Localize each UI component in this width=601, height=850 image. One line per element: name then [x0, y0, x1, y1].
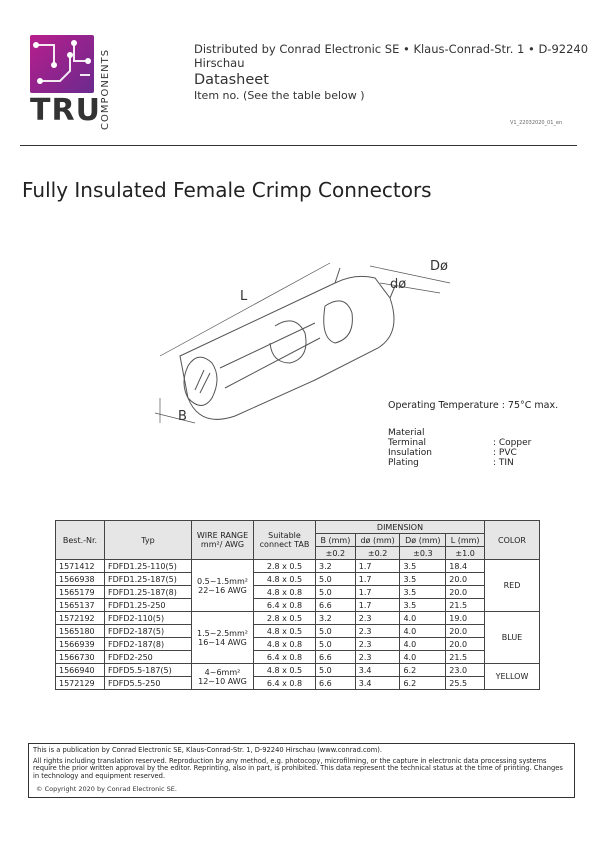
spec-table — [55, 520, 540, 690]
logo-text: TRU — [30, 93, 101, 128]
wire-range: 4~6mm² 12~10 AWG — [192, 664, 254, 690]
tru-components-logo — [30, 35, 112, 130]
table-row: 1572192 FDFD2-110(5) 1.5~2.5mm² 16~14 AWG 2.8 x 0.5 3.2 2.3 4.0 19.0 BLUE — [56, 612, 540, 625]
col-typ: Typ — [105, 521, 192, 560]
table-row: 1566939 FDFD2-187(8) 4.8 x 0.8 5.0 2.3 4.0 20.0 — [56, 638, 540, 651]
operating-temperature: Operating Temperature : 75°C max. — [388, 400, 559, 411]
footer-publisher: This is a publication by Conrad Electronic SE, Klaus-Conrad-Str. 1, D-92240 Hirschau (www.conrad.com). — [33, 746, 382, 754]
material-row: Insulation : PVC — [388, 448, 517, 458]
copyright: © Copyright 2020 by Conrad Electronic SE. — [36, 785, 177, 793]
col-best-nr: Best.-Nr. — [56, 521, 105, 560]
color-cell: RED — [485, 560, 540, 612]
table-row: 1566730 FDFD2-250 6.4 x 0.8 6.6 2.3 4.0 21.5 — [56, 651, 540, 664]
table-row: 1566938 FDFD1.25-187(5) 4.8 x 0.5 5.0 1.7 3.5 20.0 — [56, 573, 540, 586]
label-d: dø — [390, 277, 407, 292]
table-row: 1571412 FDFD1.25-110(5) 0.5~1.5mm² 22~16 AWG 2.8 x 0.5 3.2 1.7 3.5 18.4 RED — [56, 560, 540, 573]
table-row: 1565179 FDFD1.25-187(8) 4.8 x 0.8 5.0 1.7 3.5 20.0 — [56, 586, 540, 599]
table-row: 1572129 FDFD5.5-250 6.4 x 0.8 6.6 3.4 6.2 25.5 — [56, 677, 540, 690]
col-wire-range: WIRE RANGE mm²/ AWG — [192, 521, 254, 560]
material-row: Terminal : Copper — [388, 438, 532, 448]
doc-type: Datasheet — [194, 72, 269, 88]
color-cell: YELLOW — [485, 664, 540, 690]
table-tolerance-row: ±0.2 ±0.2 ±0.3 ±1.0 — [56, 547, 540, 560]
material-spec — [388, 428, 531, 468]
table-row: 1566940 FDFD5.5-187(5) 4~6mm² 12~10 AWG 4.8 x 0.5 5.0 3.4 6.2 23.0 YELLOW — [56, 664, 540, 677]
material-heading: Material — [388, 428, 425, 438]
wire-range: 0.5~1.5mm² 22~16 AWG — [192, 560, 254, 612]
distributor-line: Distributed by Conrad Electronic SE • Klaus-Conrad-Str. 1 • D-92240 Hirschau — [194, 42, 589, 70]
table-header-row — [56, 521, 540, 534]
version-code: V1_22032020_01_en — [510, 120, 563, 126]
col-dimension: DIMENSION — [316, 521, 485, 534]
item-number: Item no. (See the table below ) — [194, 89, 365, 102]
material-row: Plating : TIN — [388, 458, 514, 468]
col-tab: Suitable connect TAB — [254, 521, 316, 560]
table-subheader-row: B (mm) dø (mm) Dø (mm) L (mm) — [56, 534, 540, 547]
label-D: Dø — [430, 259, 448, 274]
color-cell: BLUE — [485, 612, 540, 664]
logo-circuit-tile — [30, 35, 94, 93]
table-row: 1565137 FDFD1.25-250 6.4 x 0.8 6.6 1.7 3.5 21.5 — [56, 599, 540, 612]
wire-range: 1.5~2.5mm² 16~14 AWG — [192, 612, 254, 664]
label-B: B — [178, 409, 187, 424]
logo-subtext: COMPONENTS — [100, 48, 111, 130]
document-header — [194, 42, 601, 102]
footer-rights: All rights including translation reserved. Reproduction by any method, e.g. photocopy, microfilming, or the capture in electronic data processing systems require the prior written approval by the editor. Reprinting, also in part, is prohibited. This data represent the technical status at the time of printing. Changes in technology and equipment reserved. — [33, 756, 563, 780]
header-divider — [20, 145, 577, 146]
col-color: COLOR — [485, 521, 540, 560]
label-L: L — [240, 289, 248, 304]
table-row: 1565180 FDFD2-187(5) 4.8 x 0.5 5.0 2.3 4.0 20.0 — [56, 625, 540, 638]
page-title: Fully Insulated Female Crimp Connectors — [22, 178, 432, 202]
